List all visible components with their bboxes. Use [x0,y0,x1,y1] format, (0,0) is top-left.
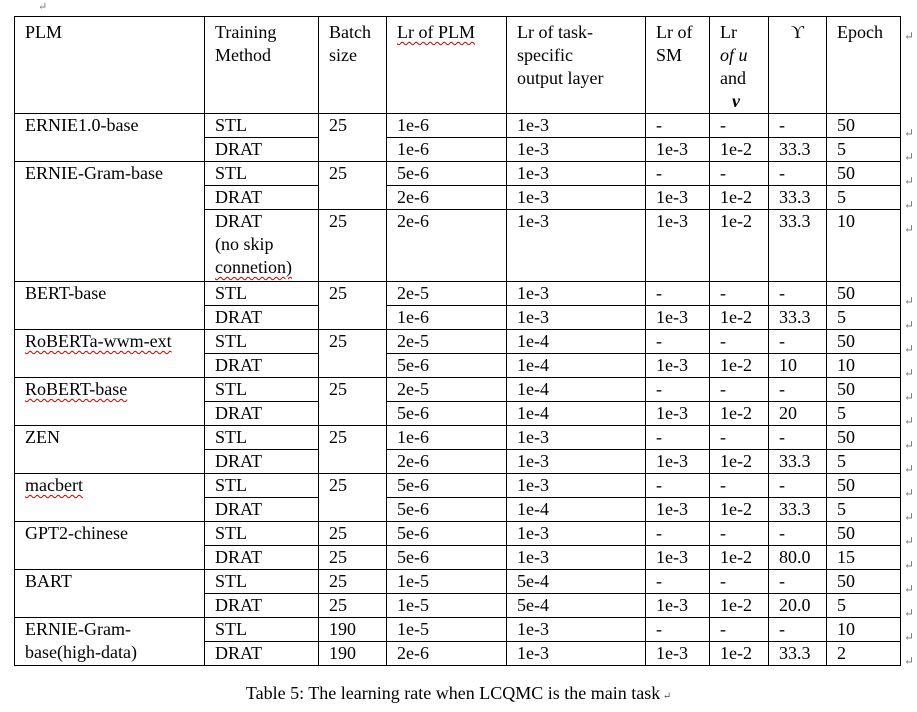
lr-plm-cell: 5e-6 [387,354,507,378]
table-row [15,522,901,546]
epoch-cell: 10 [827,354,901,378]
training-method-cell: DRAT [205,450,319,474]
lr-uv-cell: - [710,570,769,594]
lr-plm-cell: 5e-6 [387,474,507,498]
epoch-cell: 50 [827,474,901,498]
lr-plm-cell: 2e-5 [387,282,507,306]
lr-plm-cell: 5e-6 [387,402,507,426]
row-end-mark-icon: ↵ [904,485,915,500]
gamma-cell: - [769,522,827,546]
lr-sm-cell: - [646,570,710,594]
lr-uv-cell: - [710,378,769,402]
table-body [15,114,901,666]
lr-sm-cell: - [646,522,710,546]
epoch-cell: 5 [827,138,901,162]
epoch-cell: 10 [827,210,901,282]
lr-task-cell: 1e-3 [507,186,646,210]
lr-sm-cell: 1e-3 [646,642,710,666]
lr-task-cell: 1e-4 [507,402,646,426]
lr-task-cell: 5e-4 [507,594,646,618]
lr-uv-cell: 1e-2 [710,210,769,282]
gamma-cell: - [769,378,827,402]
lr-task-cell: 1e-3 [507,306,646,330]
lr-uv-cell: 1e-2 [710,306,769,330]
lr-uv-cell: - [710,474,769,498]
lr-task-cell: 1e-3 [507,618,646,642]
lr-uv-cell: - [710,522,769,546]
lr-uv-cell: - [710,618,769,642]
plm-cell: BART [15,570,205,618]
training-method-cell: STL [205,330,319,354]
row-end-mark-icon: ↵ [904,173,915,188]
lr-plm-cell: 1e-5 [387,570,507,594]
row-end-mark-icon: ↵ [904,389,915,404]
lr-uv-cell: 1e-2 [710,546,769,570]
lr-task-cell: 1e-3 [507,282,646,306]
lr-sm-cell: 1e-3 [646,354,710,378]
lr-task-cell: 1e-4 [507,354,646,378]
table-row [15,282,901,306]
training-method-cell: STL [205,282,319,306]
lr-sm-cell: - [646,114,710,138]
header-lr-task: Lr of task- specific output layer [507,17,646,114]
lr-sm-cell: 1e-3 [646,306,710,330]
training-method-cell: STL [205,378,319,402]
epoch-cell: 50 [827,522,901,546]
gamma-cell: 33.3 [769,642,827,666]
training-method-cell: STL [205,570,319,594]
gamma-cell: 20.0 [769,594,827,618]
lr-plm-cell: 2e-6 [387,450,507,474]
batch-size-cell: 25 [319,594,387,618]
gamma-cell: 33.3 [769,450,827,474]
epoch-cell: 5 [827,306,901,330]
table-row [15,618,901,642]
header-epoch: Epoch [827,17,901,114]
lr-task-cell: 5e-4 [507,570,646,594]
row-end-mark-icon: ↵ [904,221,915,236]
epoch-cell: 10 [827,618,901,642]
training-method-cell: DRAT [205,594,319,618]
lr-sm-cell: 1e-3 [646,186,710,210]
gamma-cell: 33.3 [769,138,827,162]
row-end-mark-icon: ↵ [904,365,915,380]
header-plm: PLM [15,17,205,114]
row-end-mark-icon: ↵ [904,581,915,596]
lr-task-cell: 1e-3 [507,426,646,450]
epoch-cell: 50 [827,570,901,594]
lr-sm-cell: - [646,282,710,306]
gamma-cell: - [769,330,827,354]
lr-uv-cell: 1e-2 [710,138,769,162]
epoch-cell: 5 [827,186,901,210]
lr-sm-cell: - [646,330,710,354]
lr-task-cell: 1e-3 [507,114,646,138]
batch-size-cell: 25 [319,474,387,522]
lr-plm-cell: 1e-6 [387,114,507,138]
lr-plm-cell: 2e-6 [387,186,507,210]
lr-plm-cell: 1e-5 [387,618,507,642]
lr-uv-cell: - [710,426,769,450]
plm-cell: ERNIE-Gram- base(high-data) [15,618,205,666]
row-end-mark-icon: ↵ [904,28,915,43]
lr-plm-cell: 2e-5 [387,330,507,354]
lr-uv-cell: 1e-2 [710,186,769,210]
gamma-cell: - [769,282,827,306]
lr-task-cell: 1e-3 [507,162,646,186]
gamma-cell: 33.3 [769,498,827,522]
gamma-cell: - [769,474,827,498]
row-end-mark-icon: ↵ [904,629,915,644]
gamma-cell: 33.3 [769,186,827,210]
row-end-mark-icon: ↵ [904,413,915,428]
batch-size-cell: 25 [319,330,387,378]
training-method-cell: STL [205,522,319,546]
batch-size-cell: 25 [319,426,387,474]
lr-task-cell: 1e-4 [507,378,646,402]
header-lr-sm: Lr of SM [646,17,710,114]
header-training-method: Training Method [205,17,319,114]
batch-size-cell: 25 [319,546,387,570]
batch-size-cell: 25 [319,210,387,282]
lr-uv-cell: 1e-2 [710,450,769,474]
lr-sm-cell: 1e-3 [646,402,710,426]
lr-plm-cell: 2e-6 [387,210,507,282]
header-row [15,17,901,114]
row-end-mark-icon: ↵ [904,125,915,140]
table-row [15,330,901,354]
lr-sm-cell: - [646,618,710,642]
batch-size-cell: 25 [319,378,387,426]
epoch-cell: 5 [827,402,901,426]
gamma-cell: - [769,162,827,186]
row-end-mark-icon: ↵ [904,317,915,332]
table-row [15,426,901,450]
plm-cell: ERNIE-Gram-base [15,162,205,282]
lr-task-cell: 1e-4 [507,330,646,354]
table-row [15,474,901,498]
lr-plm-cell: 1e-5 [387,594,507,618]
epoch-cell: 50 [827,330,901,354]
plm-cell: macbert [15,474,205,522]
batch-size-cell: 25 [319,114,387,162]
gamma-cell: 80.0 [769,546,827,570]
lr-uv-cell: - [710,162,769,186]
plm-cell: RoBERTa-wwm-ext [15,330,205,378]
lr-task-cell: 1e-4 [507,498,646,522]
lr-plm-cell: 5e-6 [387,522,507,546]
lr-task-cell: 1e-3 [507,546,646,570]
epoch-cell: 50 [827,114,901,138]
batch-size-cell: 190 [319,618,387,642]
gamma-cell: - [769,570,827,594]
lr-sm-cell: 1e-3 [646,450,710,474]
header-lr-uv: Lr of u and v [710,17,769,114]
row-end-mark-icon: ↵ [904,341,915,356]
training-method-cell: DRAT [205,546,319,570]
header-batch-size: Batch size [319,17,387,114]
plm-cell: RoBERT-base [15,378,205,426]
training-method-cell: DRAT [205,306,319,330]
lr-sm-cell: 1e-3 [646,498,710,522]
training-method-cell: DRAT [205,642,319,666]
training-method-cell: DRAT [205,138,319,162]
lr-uv-cell: 1e-2 [710,498,769,522]
table-caption: Table 5: The learning rate when LCQMC is the main task ↵ [245,683,672,703]
plm-cell: ERNIE1.0-base [15,114,205,162]
epoch-cell: 50 [827,282,901,306]
lr-uv-cell: - [710,114,769,138]
lr-plm-cell: 1e-6 [387,426,507,450]
epoch-cell: 5 [827,594,901,618]
table-row [15,162,901,186]
lr-task-cell: 1e-3 [507,522,646,546]
training-method-cell: STL [205,162,319,186]
training-method-cell: DRAT [205,354,319,378]
batch-size-cell: 25 [319,522,387,546]
gamma-cell: - [769,618,827,642]
table-row [15,570,901,594]
batch-size-cell: 25 [319,282,387,330]
training-method-cell: DRAT [205,498,319,522]
lr-plm-cell: 1e-6 [387,138,507,162]
row-end-mark-icon: ↵ [904,605,915,620]
row-end-mark-icon: ↵ [904,461,915,476]
gamma-cell: - [769,114,827,138]
lr-uv-cell: 1e-2 [710,642,769,666]
lr-sm-cell: 1e-3 [646,546,710,570]
epoch-cell: 50 [827,426,901,450]
gamma-cell: 20 [769,402,827,426]
lr-plm-cell: 2e-5 [387,378,507,402]
lr-uv-cell: - [710,330,769,354]
plm-cell: BERT-base [15,282,205,330]
lr-sm-cell: 1e-3 [646,594,710,618]
batch-size-cell: 25 [319,570,387,594]
lr-task-cell: 1e-3 [507,450,646,474]
paragraph-mark-icon: ↵ [38,1,48,13]
lr-sm-cell: 1e-3 [646,210,710,282]
row-end-mark-icon: ↵ [904,437,915,452]
row-end-mark-icon: ↵ [904,509,915,524]
lr-sm-cell: - [646,162,710,186]
lr-task-cell: 1e-3 [507,210,646,282]
lr-plm-cell: 5e-6 [387,546,507,570]
plm-cell: GPT2-chinese [15,522,205,570]
gamma-cell: 10 [769,354,827,378]
row-end-mark-icon: ↵ [904,149,915,164]
batch-size-cell: 190 [319,642,387,666]
lr-uv-cell: 1e-2 [710,402,769,426]
batch-size-cell: 25 [319,162,387,210]
plm-cell: ZEN [15,426,205,474]
epoch-cell: 50 [827,378,901,402]
lr-uv-cell: 1e-2 [710,594,769,618]
lr-plm-cell: 2e-6 [387,642,507,666]
gamma-cell: 33.3 [769,306,827,330]
training-method-cell: DRAT (no skip connetion) [205,210,319,282]
gamma-cell: 33.3 [769,210,827,282]
table-row [15,378,901,402]
lr-task-cell: 1e-3 [507,138,646,162]
table-row [15,114,901,138]
lr-task-cell: 1e-3 [507,642,646,666]
header-lr-plm: Lr of PLM [387,17,507,114]
row-end-mark-icon: ↵ [904,293,915,308]
lr-sm-cell: - [646,474,710,498]
epoch-cell: 50 [827,162,901,186]
header-gamma: ϒ [769,17,827,114]
training-method-cell: STL [205,474,319,498]
epoch-cell: 2 [827,642,901,666]
learning-rate-table [14,16,901,666]
training-method-cell: STL [205,618,319,642]
lr-uv-cell: 1e-2 [710,354,769,378]
lr-uv-cell: - [710,282,769,306]
training-method-cell: STL [205,114,319,138]
row-end-mark-icon: ↵ [904,653,915,668]
row-end-mark-icon: ↵ [904,197,915,212]
lr-sm-cell: - [646,378,710,402]
epoch-cell: 5 [827,450,901,474]
training-method-cell: STL [205,426,319,450]
epoch-cell: 15 [827,546,901,570]
row-end-mark-icon: ↵ [904,557,915,572]
gamma-cell: - [769,426,827,450]
lr-plm-cell: 5e-6 [387,498,507,522]
epoch-cell: 5 [827,498,901,522]
lr-sm-cell: - [646,426,710,450]
lr-plm-cell: 5e-6 [387,162,507,186]
training-method-cell: DRAT [205,186,319,210]
lr-task-cell: 1e-3 [507,474,646,498]
lr-sm-cell: 1e-3 [646,138,710,162]
training-method-cell: DRAT [205,402,319,426]
row-end-mark-icon: ↵ [904,533,915,548]
lr-plm-cell: 1e-6 [387,306,507,330]
